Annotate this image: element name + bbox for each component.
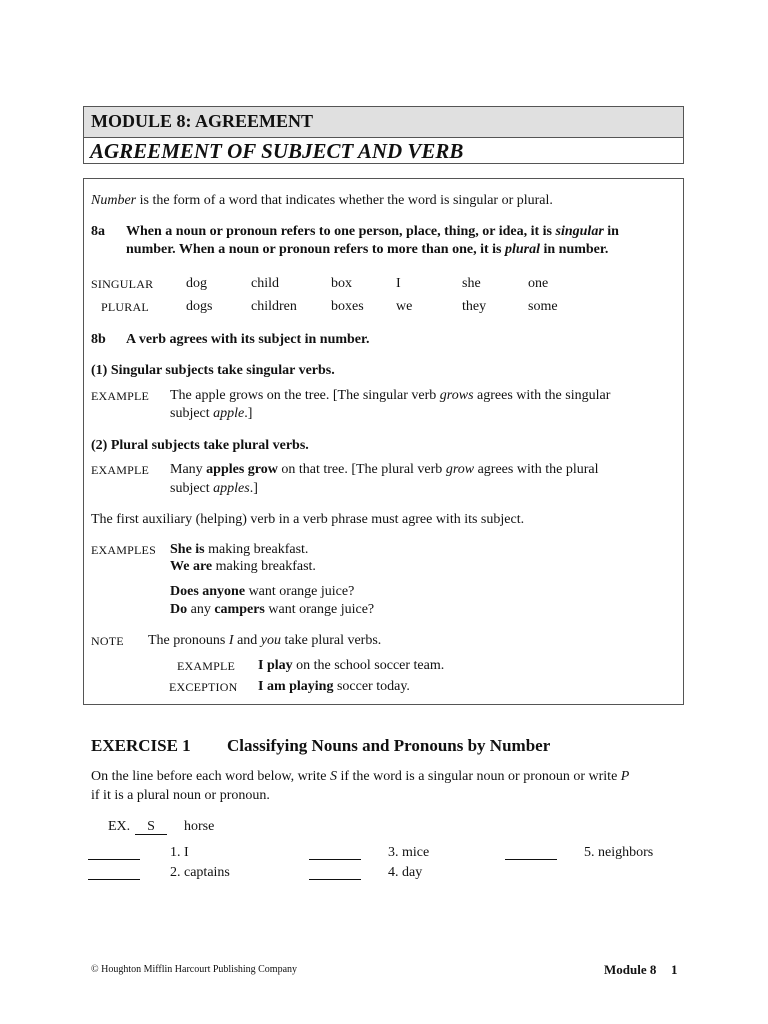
table-cell: I	[396, 276, 401, 291]
table-cell: some	[528, 299, 558, 314]
page-number: 1	[671, 962, 678, 977]
table-cell: we	[396, 299, 413, 314]
table-cell: one	[528, 276, 549, 291]
exercise-item-3: 3. mice	[388, 845, 430, 860]
note-example-label: EXAMPLE	[177, 659, 236, 673]
exercise-item-5: 5. neighbors	[584, 845, 654, 860]
auxiliary-example-4: Do any campers want orange juice?	[170, 602, 375, 617]
example-word: horse	[184, 819, 215, 834]
exercise-item-1: 1. I	[170, 845, 189, 860]
example-answer: S	[135, 819, 167, 835]
answer-blank-5[interactable]	[505, 845, 557, 860]
example-label: EXAMPLE	[91, 389, 150, 403]
exercise-item-2: 2. captains	[170, 865, 230, 880]
table-cell: dog	[186, 276, 207, 291]
singular-label: SINGULAR	[91, 277, 154, 291]
example-plural-line1: Many apples grow on that tree. [The plural verb grow agrees with the plural	[170, 462, 599, 477]
rule-8b-number: 8b	[91, 332, 106, 347]
table-cell: dogs	[186, 299, 213, 314]
table-cell: children	[251, 299, 297, 314]
note-exception: I am playing soccer today.	[258, 679, 410, 694]
header-box	[83, 106, 684, 164]
rule-8b-text: A verb agrees with its subject in number.	[126, 332, 370, 347]
auxiliary-example-3: Does anyone want orange juice?	[170, 584, 355, 599]
footer-module: Module 8	[604, 962, 657, 977]
answer-blank-2[interactable]	[88, 865, 140, 880]
answer-blank-3[interactable]	[309, 845, 361, 860]
exercise-number: EXERCISE 1	[91, 736, 191, 755]
exercise-instructions-line2: if it is a plural noun or pronoun.	[91, 788, 270, 803]
table-cell: boxes	[331, 299, 364, 314]
table-cell: box	[331, 276, 352, 291]
intro-definition: Number is the form of a word that indicates whether the word is singular or plural.	[91, 193, 553, 208]
auxiliary-rule: The first auxiliary (helping) verb in a verb phrase must agree with its subject.	[91, 512, 525, 527]
example-singular-line2: subject apple.]	[170, 406, 253, 421]
exercise-title: Classifying Nouns and Pronouns by Number	[227, 736, 551, 755]
note-exception-label: EXCEPTION	[169, 680, 238, 694]
examples-label: EXAMPLES	[91, 543, 156, 557]
example-singular-line1: The apple grows on the tree. [The singular verb grows agrees with the singular	[170, 388, 611, 403]
plural-subjects-heading: (2) Plural subjects take plural verbs.	[91, 438, 309, 453]
table-cell: she	[462, 276, 481, 291]
rule-8a-line1: When a noun or pronoun refers to one person, place, thing, or idea, it is singular in	[126, 224, 619, 239]
plural-label: PLURAL	[101, 300, 149, 314]
chapter-title: AGREEMENT OF SUBJECT AND VERB	[90, 139, 464, 163]
table-cell: they	[462, 299, 487, 314]
example-label: EXAMPLE	[91, 463, 150, 477]
note-label: NOTE	[91, 634, 124, 648]
singular-subjects-heading: (1) Singular subjects take singular verbs.	[91, 363, 335, 378]
footer-copyright: © Houghton Mifflin Harcourt Publishing Company	[91, 964, 298, 975]
example-plural-line2: subject apples.]	[170, 481, 258, 496]
exercise-instructions-line1: On the line before each word below, write S if the word is a singular noun or pronoun or write P	[91, 769, 630, 784]
rule-8a-line2: number. When a noun or pronoun refers to more than one, it is plural in number.	[126, 242, 609, 257]
example-item-label: EX.	[108, 819, 131, 834]
exercise-item-4: 4. day	[388, 865, 423, 880]
rule-8a-number: 8a	[91, 224, 105, 239]
note-example: I play on the school soccer team.	[258, 658, 445, 673]
note-text: The pronouns I and you take plural verbs.	[148, 633, 382, 648]
module-title: MODULE 8: AGREEMENT	[91, 111, 314, 131]
answer-blank-1[interactable]	[88, 845, 140, 860]
answer-blank-4[interactable]	[309, 865, 361, 880]
table-cell: child	[251, 276, 279, 291]
auxiliary-example-1: She is making breakfast.	[170, 542, 309, 557]
auxiliary-example-2: We are making breakfast.	[170, 559, 316, 574]
